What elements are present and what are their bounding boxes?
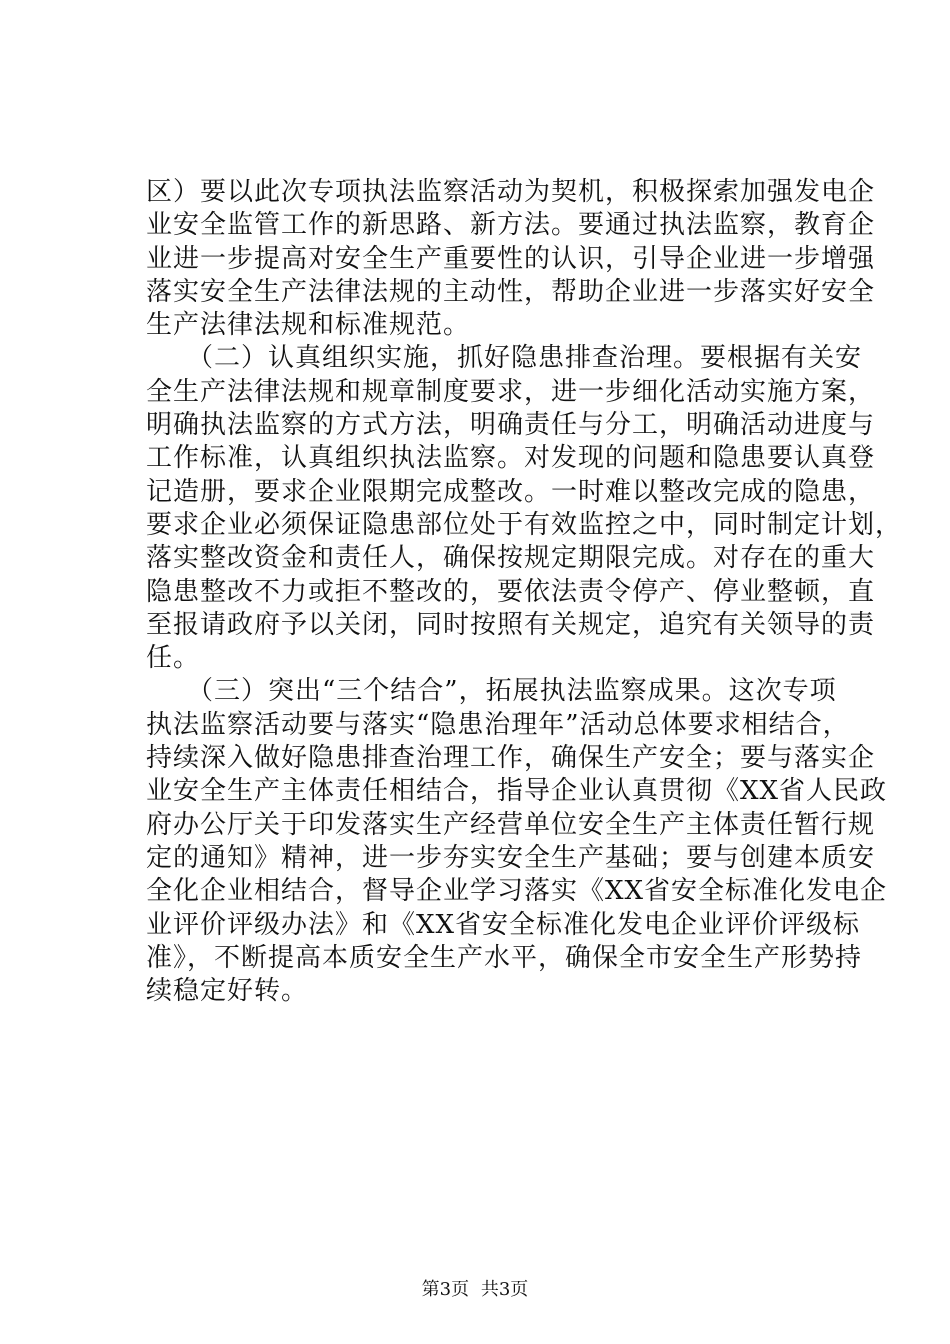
text-line: 工作标准，认真组织执法监察。对发现的问题和隐患要认真登 [146,443,876,474]
text-line: 生产法律法规和标准规范。 [146,310,471,341]
text-line: 全化企业相结合，督导企业学习落实《XX省安全标准化发电企 [146,876,888,907]
text-line: 准》，不断提高本质安全生产水平，确保全市安全生产形势持 [146,942,863,973]
text-line: （二）认真组织实施，抓好隐患排查治理。要根据有关安 [146,343,863,374]
text-line: 持续深入做好隐患排查治理工作，确保生产安全；要与落实企 [146,743,876,774]
text-line: 明确执法监察的方式方法，明确责任与分工，明确活动进度与 [146,410,876,441]
text-line: 续稳定好转。 [146,976,309,1007]
text-line: 定的通知》精神，进一步夯实安全生产基础；要与创建本质安 [146,842,876,873]
document-body [146,176,903,1008]
page-footer [0,1278,950,1302]
text-line: 业安全生产主体责任相结合，指导企业认真贯彻《XX省人民政 [146,776,888,807]
text-line: 业安全监管工作的新思路、新方法。要通过执法监察，教育企 [146,210,876,241]
text-line: 业进一步提高对安全生产重要性的认识，引导企业进一步增强 [146,243,876,274]
text-line: 业评价评级办法》和《XX省安全标准化发电企业评价评级标 [146,909,861,940]
text-line: 区）要以此次专项执法监察活动为契机，积极探索加强发电企 [146,177,876,207]
text-line: 隐患整改不力或拒不整改的，要依法责令停产、停业整顿，直 [146,576,876,607]
text-line: 府办公厅关于印发落实生产经营单位安全生产主体责任暂行规 [146,809,876,840]
text-line: 落实整改资金和责任人，确保按规定期限完成。对存在的重大 [146,543,876,574]
text-line: 要求企业必须保证隐患部位处于有效监控之中，同时制定计划， [146,509,903,540]
text-line: 落实安全生产法律法规的主动性，帮助企业进一步落实好安全 [146,276,876,307]
text-line: 记造册，要求企业限期完成整改。一时难以整改完成的隐患， [146,476,876,507]
text-line: 执法监察活动要与落实“隐患治理年”活动总体要求相结合， [146,709,850,740]
text-line: （三）突出“三个结合”，拓展执法监察成果。这次专项 [146,676,837,707]
text-line: 全生产法律法规和规章制度要求，进一步细化活动实施方案， [146,376,876,407]
page-total: 共3页 [480,1279,529,1300]
text-line: 至报请政府予以关闭，同时按照有关规定，追究有关领导的责 [146,609,876,640]
text-line: 任。 [146,643,201,674]
page-number: 第3页 [421,1279,470,1300]
